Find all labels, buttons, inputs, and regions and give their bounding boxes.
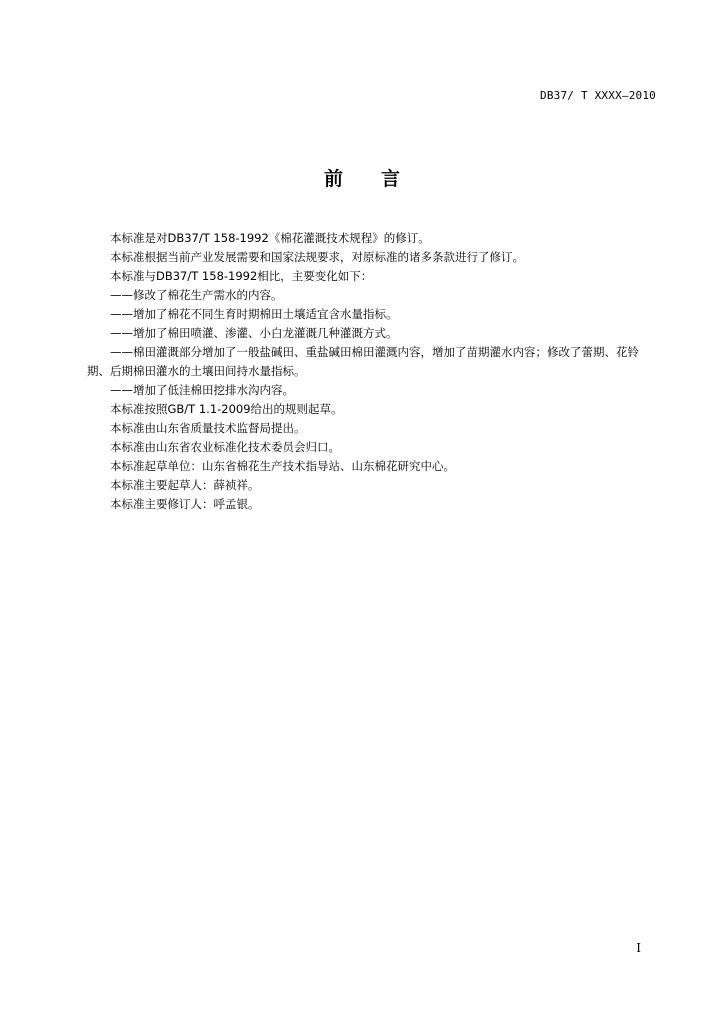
paragraph: 本标准是对DB37/T 158-1992《棉花灌溉技术规程》的修订。 (110, 231, 430, 245)
paragraph: 本标准主要修订人：呼孟银。 (110, 497, 260, 511)
change-item: ——增加了棉花不同生育时期棉田土壤适宜含水量指标。 (110, 307, 398, 321)
paragraph: 本标准主要起草人：薛祯祥。 (110, 478, 260, 492)
paragraph: 本标准起草单位：山东省棉花生产技术指导站、山东棉花研究中心。 (110, 459, 455, 473)
paragraph: 本标准由山东省农业标准化技术委员会归口。 (110, 440, 340, 454)
change-item: ——修改了棉花生产需水的内容。 (110, 288, 283, 302)
page-title: 前 言 (323, 168, 400, 190)
page-number: I (636, 941, 641, 955)
paragraph: 本标准与DB37/T 158-1992相比，主要变化如下： (110, 269, 373, 283)
paragraph: 本标准按照GB/T 1.1-2009给出的规则起草。 (110, 402, 343, 416)
paragraph: 本标准由山东省质量技术监督局提出。 (110, 421, 306, 435)
change-item: ——棉田灌溉部分增加了一般盐碱田、重盐碱田棉田灌溉内容，增加了苗期灌水内容；修改了蕾期、花铃期、后期棉田灌水的土壤田间持水量指标。 (87, 345, 639, 378)
paragraph: 本标准根据当前产业发展需要和国家法规要求，对原标准的诸多条款进行了修订。 (110, 250, 524, 264)
standard-code: DB37/ T XXXX—2010 (540, 89, 656, 102)
change-item: ——增加了棉田喷灌、渗灌、小白龙灌溉几种灌溉方式。 (110, 326, 398, 340)
change-item: ——增加了低洼棉田挖排水沟内容。 (110, 383, 294, 397)
foreword-body (87, 229, 659, 514)
